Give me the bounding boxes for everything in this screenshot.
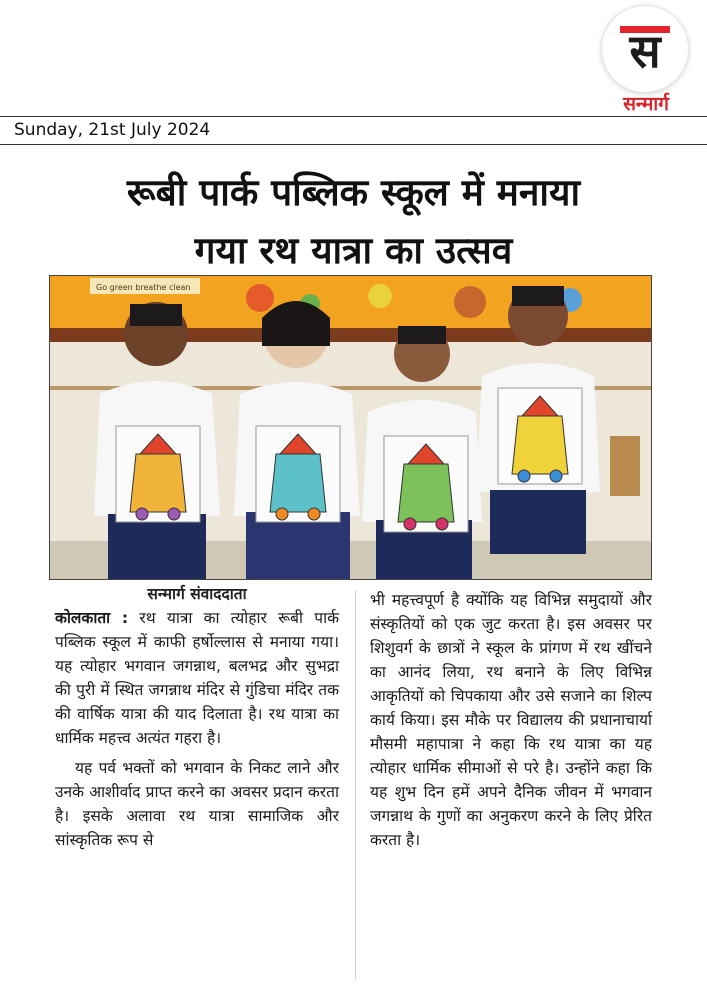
article-headline	[20, 164, 687, 280]
paragraph-1-text: रथ यात्रा का त्योहार रूबी पार्क पब्लिक स्कूल में काफी हर्षोल्लास से मनाया गया। यह त्योहार भगवान जगन्नाथ, बलभद्र और सुभद्रा की पुरी में स्थित जगन्नाथ मंदिर से गुंडिचा मंदिर तक की वार्षिक यात्रा की याद दिलाता है। रथ यात्रा का धार्मिक महत्त्व अत्यंत गहरा है।	[55, 609, 339, 747]
column-divider	[355, 590, 356, 980]
logo-glyph: स	[629, 24, 661, 78]
headline-line-1: रूबी पार्क पब्लिक स्कूल में मनाया	[126, 171, 581, 214]
sanmarg-logo	[598, 6, 694, 116]
article-photo	[49, 275, 652, 580]
paragraph-1	[55, 606, 339, 750]
top-rule	[0, 116, 707, 117]
article-column-2	[370, 588, 652, 852]
logo-wordmark: सन्मार्ग	[623, 93, 669, 115]
byline: सन्मार्ग संवाददाता	[147, 585, 247, 603]
article-column-1	[55, 582, 339, 852]
paragraph-2: यह पर्व भक्तों को भगवान के निकट लाने और उनके आशीर्वाद प्राप्त करने का अवसर प्रदान करता है। इसके अलावा रथ यात्रा सामाजिक और सांस्कृतिक रूप से	[55, 759, 339, 849]
publication-date: Sunday, 21st July 2024	[14, 120, 211, 140]
banner-text: Go green breathe clean	[96, 283, 191, 292]
students-holding-chariot-drawings	[50, 276, 651, 579]
dateline-city: कोलकाता :	[55, 609, 129, 627]
headline-line-2: गया रथ यात्रा का उत्सव	[194, 229, 513, 272]
paragraph-3: भी महत्त्वपूर्ण है क्योंकि यह विभिन्न समुदायों और संस्कृतियों को एक जुट करता है। इस अवसर पर शिशुवर्ग के छात्रों ने स्कूल के प्रांगण में रथ खींचने का आनंद लिया, रथ बनाने के लिए विभिन्न आकृतियों को चिपकाया और उसे सजाने का शिल्प कार्य किया। इस मौके पर विद्यालय की प्रधानाचार्या मौसमी महापात्रा ने कहा कि रथ यात्रा का यह त्योहार धार्मिक सीमाओं से परे है। उन्होंने कहा कि यह शुभ दिन हमें अपने दैनिक जीवन में भगवान जगन्नाथ के गुणों का अनुकरण करने के लिए प्रेरित करता है।	[370, 591, 652, 849]
date-rule	[0, 144, 707, 145]
